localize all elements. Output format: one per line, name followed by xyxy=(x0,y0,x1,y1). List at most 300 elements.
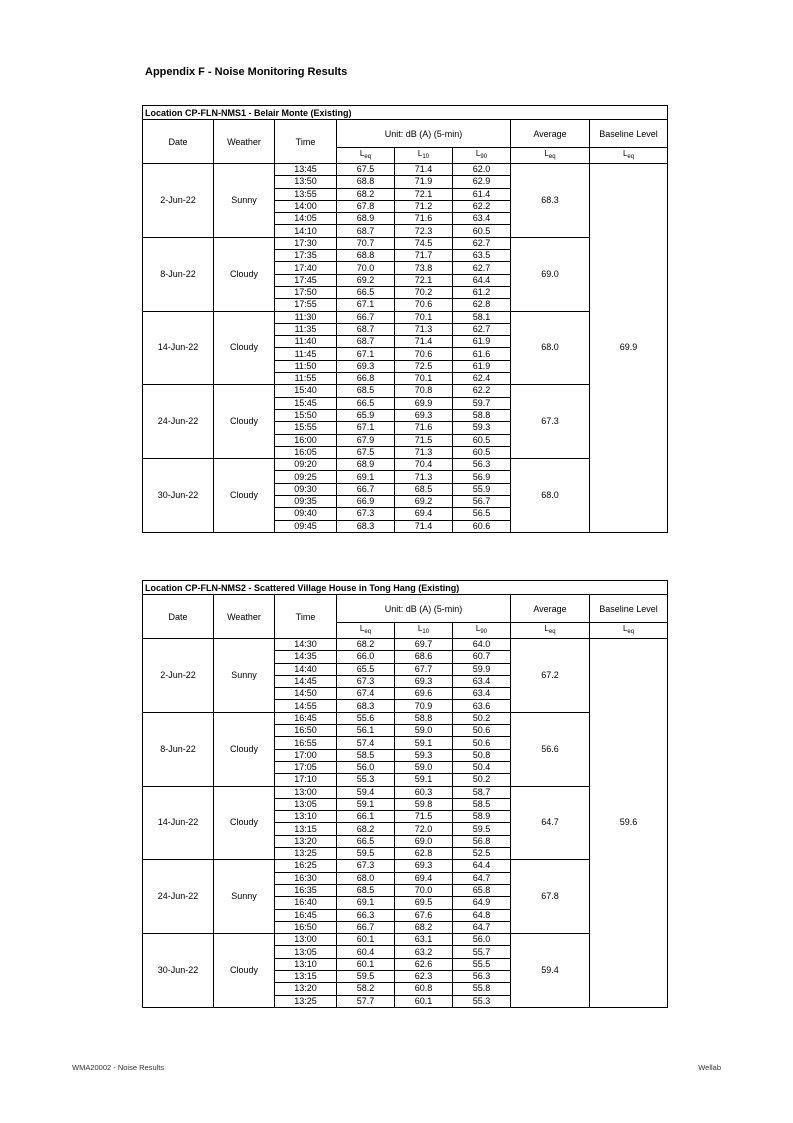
l-subscript: eq xyxy=(548,629,556,635)
l-symbol: L xyxy=(359,624,365,633)
time-cell: 16:40 xyxy=(275,897,337,909)
time-cell: 16:50 xyxy=(275,725,337,737)
time-cell: 14:40 xyxy=(275,663,337,675)
leq-cell: 67.9 xyxy=(337,434,395,446)
l-subscript: eq xyxy=(627,154,635,160)
leq-cell: 67.3 xyxy=(337,675,395,687)
time-cell: 13:50 xyxy=(275,176,337,188)
time-cell: 14:00 xyxy=(275,200,337,212)
leq-cell: 65.5 xyxy=(337,663,395,675)
leq-cell: 68.9 xyxy=(337,213,395,225)
l90-cell: 60.7 xyxy=(453,651,511,663)
noise-table xyxy=(142,580,668,1008)
time-cell: 13:05 xyxy=(275,946,337,958)
leq-cell: 56.0 xyxy=(337,761,395,773)
leq-cell: 69.3 xyxy=(337,360,395,372)
date-cell: 24-Jun-22 xyxy=(143,860,214,934)
l90-cell: 55.7 xyxy=(453,946,511,958)
l90-cell: 61.4 xyxy=(453,188,511,200)
l10-cell: 70.6 xyxy=(395,299,453,311)
date-cell: 14-Jun-22 xyxy=(143,311,214,385)
l90-cell: 59.5 xyxy=(453,823,511,835)
l90-cell: 64.0 xyxy=(453,639,511,651)
subheader-baseline-leq xyxy=(590,623,668,639)
l90-cell: 64.4 xyxy=(453,860,511,872)
time-cell: 13:05 xyxy=(275,798,337,810)
time-cell: 16:45 xyxy=(275,909,337,921)
time-cell: 09:25 xyxy=(275,471,337,483)
l90-cell: 62.2 xyxy=(453,385,511,397)
leq-cell: 66.8 xyxy=(337,373,395,385)
leq-cell: 68.3 xyxy=(337,520,395,532)
l90-cell: 63.4 xyxy=(453,213,511,225)
leq-cell: 67.8 xyxy=(337,200,395,212)
weather-cell: Sunny xyxy=(214,860,275,934)
time-cell: 16:05 xyxy=(275,446,337,458)
l-subscript: eq xyxy=(364,629,372,635)
l90-cell: 61.6 xyxy=(453,348,511,360)
l10-cell: 69.3 xyxy=(395,860,453,872)
leq-cell: 58.2 xyxy=(337,983,395,995)
leq-cell: 68.8 xyxy=(337,176,395,188)
time-cell: 09:45 xyxy=(275,520,337,532)
table-row xyxy=(143,712,668,724)
l10-cell: 70.1 xyxy=(395,311,453,323)
subheader-leq xyxy=(337,623,395,639)
l10-cell: 69.4 xyxy=(395,872,453,884)
time-cell: 17:30 xyxy=(275,237,337,249)
col-header-time: Time xyxy=(275,595,337,639)
l10-cell: 70.8 xyxy=(395,385,453,397)
l90-cell: 60.5 xyxy=(453,434,511,446)
leq-cell: 59.1 xyxy=(337,798,395,810)
subheader-leq xyxy=(337,148,395,164)
time-cell: 14:35 xyxy=(275,651,337,663)
weather-cell: Cloudy xyxy=(214,385,275,459)
l90-cell: 61.9 xyxy=(453,360,511,372)
subheader-l10 xyxy=(395,623,453,639)
leq-cell: 58.5 xyxy=(337,749,395,761)
time-cell: 17:10 xyxy=(275,774,337,786)
leq-cell: 67.1 xyxy=(337,422,395,434)
average-cell: 64.7 xyxy=(511,786,590,860)
l10-cell: 71.4 xyxy=(395,520,453,532)
l90-cell: 58.7 xyxy=(453,786,511,798)
time-cell: 14:05 xyxy=(275,213,337,225)
leq-cell: 68.7 xyxy=(337,225,395,237)
l90-cell: 63.4 xyxy=(453,688,511,700)
date-cell: 24-Jun-22 xyxy=(143,385,214,459)
l-symbol: L xyxy=(475,149,481,158)
l90-cell: 50.2 xyxy=(453,712,511,724)
l90-cell: 64.8 xyxy=(453,909,511,921)
subheader-average-leq xyxy=(511,623,590,639)
l-symbol: L xyxy=(544,149,549,158)
l90-cell: 58.9 xyxy=(453,811,511,823)
leq-cell: 66.5 xyxy=(337,835,395,847)
footer-company: Wellab xyxy=(698,1063,721,1072)
time-cell: 11:40 xyxy=(275,336,337,348)
l10-cell: 59.0 xyxy=(395,725,453,737)
l10-cell: 60.1 xyxy=(395,995,453,1007)
l90-cell: 52.5 xyxy=(453,848,511,860)
l10-cell: 68.2 xyxy=(395,921,453,933)
l10-cell: 69.7 xyxy=(395,639,453,651)
leq-cell: 55.6 xyxy=(337,712,395,724)
time-cell: 11:35 xyxy=(275,323,337,335)
l10-cell: 70.9 xyxy=(395,700,453,712)
subheader-l90 xyxy=(453,623,511,639)
l10-cell: 62.6 xyxy=(395,958,453,970)
col-header-weather: Weather xyxy=(214,595,275,639)
l10-cell: 71.2 xyxy=(395,200,453,212)
time-cell: 16:35 xyxy=(275,884,337,896)
l90-cell: 50.6 xyxy=(453,737,511,749)
leq-cell: 67.3 xyxy=(337,508,395,520)
l-symbol: L xyxy=(544,624,549,633)
l10-cell: 72.1 xyxy=(395,188,453,200)
leq-cell: 70.0 xyxy=(337,262,395,274)
l90-cell: 56.0 xyxy=(453,934,511,946)
l90-cell: 62.7 xyxy=(453,237,511,249)
col-header-baseline: Baseline Level xyxy=(590,120,668,148)
l10-cell: 71.7 xyxy=(395,250,453,262)
date-cell: 30-Jun-22 xyxy=(143,934,214,1008)
time-cell: 11:55 xyxy=(275,373,337,385)
l10-cell: 71.3 xyxy=(395,323,453,335)
l10-cell: 71.6 xyxy=(395,213,453,225)
l90-cell: 58.5 xyxy=(453,798,511,810)
l90-cell: 58.8 xyxy=(453,409,511,421)
weather-cell: Sunny xyxy=(214,639,275,713)
leq-cell: 68.5 xyxy=(337,385,395,397)
date-cell: 30-Jun-22 xyxy=(143,459,214,533)
leq-cell: 67.4 xyxy=(337,688,395,700)
date-cell: 8-Jun-22 xyxy=(143,237,214,311)
date-cell: 2-Jun-22 xyxy=(143,164,214,238)
l10-cell: 72.5 xyxy=(395,360,453,372)
l10-cell: 69.0 xyxy=(395,835,453,847)
time-cell: 11:50 xyxy=(275,360,337,372)
table-row xyxy=(143,164,668,176)
leq-cell: 68.9 xyxy=(337,459,395,471)
l-subscript: eq xyxy=(364,154,372,160)
l-symbol: L xyxy=(359,149,365,158)
leq-cell: 67.3 xyxy=(337,860,395,872)
l90-cell: 61.2 xyxy=(453,286,511,298)
leq-cell: 66.7 xyxy=(337,921,395,933)
time-cell: 17:45 xyxy=(275,274,337,286)
leq-cell: 60.1 xyxy=(337,934,395,946)
l10-cell: 71.4 xyxy=(395,164,453,176)
l-subscript: eq xyxy=(627,629,635,635)
leq-cell: 66.9 xyxy=(337,496,395,508)
time-cell: 17:35 xyxy=(275,250,337,262)
leq-cell: 57.7 xyxy=(337,995,395,1007)
subheader-baseline-leq xyxy=(590,148,668,164)
l-subscript: 10 xyxy=(422,154,430,160)
l90-cell: 58.1 xyxy=(453,311,511,323)
l90-cell: 56.3 xyxy=(453,459,511,471)
table-row xyxy=(143,786,668,798)
l10-cell: 72.3 xyxy=(395,225,453,237)
location-title: Location CP-FLN-NMS2 - Scattered Village House in Tong Hang (Existing) xyxy=(143,581,668,595)
time-cell: 16:30 xyxy=(275,872,337,884)
l10-cell: 70.0 xyxy=(395,884,453,896)
l-symbol: L xyxy=(417,624,423,633)
l10-cell: 71.6 xyxy=(395,422,453,434)
leq-cell: 59.5 xyxy=(337,971,395,983)
baseline-cell: 69.9 xyxy=(590,164,668,533)
leq-cell: 59.5 xyxy=(337,848,395,860)
time-cell: 13:25 xyxy=(275,995,337,1007)
l10-cell: 58.8 xyxy=(395,712,453,724)
time-cell: 16:25 xyxy=(275,860,337,872)
leq-cell: 66.1 xyxy=(337,811,395,823)
time-cell: 17:40 xyxy=(275,262,337,274)
leq-cell: 70.7 xyxy=(337,237,395,249)
l90-cell: 62.0 xyxy=(453,164,511,176)
leq-cell: 69.2 xyxy=(337,274,395,286)
leq-cell: 66.7 xyxy=(337,483,395,495)
time-cell: 13:25 xyxy=(275,848,337,860)
time-cell: 15:40 xyxy=(275,385,337,397)
leq-cell: 60.4 xyxy=(337,946,395,958)
date-cell: 14-Jun-22 xyxy=(143,786,214,860)
weather-cell: Cloudy xyxy=(214,459,275,533)
date-cell: 8-Jun-22 xyxy=(143,712,214,786)
leq-cell: 66.5 xyxy=(337,397,395,409)
time-cell: 09:40 xyxy=(275,508,337,520)
weather-cell: Cloudy xyxy=(214,237,275,311)
time-cell: 15:55 xyxy=(275,422,337,434)
l90-cell: 50.4 xyxy=(453,761,511,773)
time-cell: 14:50 xyxy=(275,688,337,700)
time-cell: 14:45 xyxy=(275,675,337,687)
col-header-unit: Unit: dB (A) (5-min) xyxy=(337,120,511,148)
l90-cell: 56.3 xyxy=(453,971,511,983)
l10-cell: 71.3 xyxy=(395,471,453,483)
leq-cell: 68.7 xyxy=(337,323,395,335)
leq-cell: 68.2 xyxy=(337,188,395,200)
time-cell: 11:30 xyxy=(275,311,337,323)
l10-cell: 70.1 xyxy=(395,373,453,385)
col-header-time: Time xyxy=(275,120,337,164)
leq-cell: 68.8 xyxy=(337,250,395,262)
l10-cell: 74.5 xyxy=(395,237,453,249)
l-subscript: 10 xyxy=(422,629,430,635)
l10-cell: 69.3 xyxy=(395,675,453,687)
l90-cell: 62.7 xyxy=(453,323,511,335)
col-header-unit: Unit: dB (A) (5-min) xyxy=(337,595,511,623)
l10-cell: 70.6 xyxy=(395,348,453,360)
time-cell: 09:20 xyxy=(275,459,337,471)
time-cell: 17:00 xyxy=(275,749,337,761)
l10-cell: 59.1 xyxy=(395,737,453,749)
leq-cell: 69.1 xyxy=(337,471,395,483)
table-row xyxy=(143,385,668,397)
subheader-average-leq xyxy=(511,148,590,164)
average-cell: 59.4 xyxy=(511,934,590,1008)
l10-cell: 62.8 xyxy=(395,848,453,860)
leq-cell: 66.0 xyxy=(337,651,395,663)
l10-cell: 71.3 xyxy=(395,446,453,458)
col-header-date: Date xyxy=(143,595,214,639)
time-cell: 14:30 xyxy=(275,639,337,651)
l10-cell: 60.8 xyxy=(395,983,453,995)
l10-cell: 68.6 xyxy=(395,651,453,663)
average-cell: 56.6 xyxy=(511,712,590,786)
l90-cell: 50.8 xyxy=(453,749,511,761)
average-cell: 68.3 xyxy=(511,164,590,238)
subheader-l10 xyxy=(395,148,453,164)
col-header-baseline: Baseline Level xyxy=(590,595,668,623)
leq-cell: 68.2 xyxy=(337,823,395,835)
weather-cell: Sunny xyxy=(214,164,275,238)
weather-cell: Cloudy xyxy=(214,712,275,786)
table-row xyxy=(143,639,668,651)
l90-cell: 59.3 xyxy=(453,422,511,434)
l90-cell: 50.2 xyxy=(453,774,511,786)
leq-cell: 56.1 xyxy=(337,725,395,737)
time-cell: 13:15 xyxy=(275,971,337,983)
time-cell: 14:10 xyxy=(275,225,337,237)
l90-cell: 56.9 xyxy=(453,471,511,483)
l10-cell: 71.5 xyxy=(395,434,453,446)
leq-cell: 67.5 xyxy=(337,164,395,176)
l10-cell: 60.3 xyxy=(395,786,453,798)
noise-table xyxy=(142,105,668,533)
time-cell: 17:05 xyxy=(275,761,337,773)
l-subscript: eq xyxy=(548,154,556,160)
l90-cell: 56.7 xyxy=(453,496,511,508)
location-title: Location CP-FLN-NMS1 - Belair Monte (Existing) xyxy=(143,106,668,120)
l-symbol: L xyxy=(622,624,628,633)
l10-cell: 71.9 xyxy=(395,176,453,188)
l10-cell: 69.3 xyxy=(395,409,453,421)
l10-cell: 68.5 xyxy=(395,483,453,495)
col-header-weather: Weather xyxy=(214,120,275,164)
time-cell: 16:55 xyxy=(275,737,337,749)
l90-cell: 55.3 xyxy=(453,995,511,1007)
leq-cell: 57.4 xyxy=(337,737,395,749)
l90-cell: 64.7 xyxy=(453,921,511,933)
l10-cell: 69.9 xyxy=(395,397,453,409)
time-cell: 17:50 xyxy=(275,286,337,298)
footer-doc-ref: WMA20002 - Noise Results xyxy=(72,1063,165,1072)
weather-cell: Cloudy xyxy=(214,786,275,860)
time-cell: 13:00 xyxy=(275,786,337,798)
l90-cell: 61.9 xyxy=(453,336,511,348)
l10-cell: 69.4 xyxy=(395,508,453,520)
l90-cell: 50.6 xyxy=(453,725,511,737)
time-cell: 13:15 xyxy=(275,823,337,835)
l10-cell: 72.0 xyxy=(395,823,453,835)
time-cell: 13:10 xyxy=(275,958,337,970)
average-cell: 67.8 xyxy=(511,860,590,934)
table-row xyxy=(143,459,668,471)
weather-cell: Cloudy xyxy=(214,311,275,385)
l90-cell: 63.5 xyxy=(453,250,511,262)
l10-cell: 69.6 xyxy=(395,688,453,700)
leq-cell: 67.1 xyxy=(337,348,395,360)
leq-cell: 68.7 xyxy=(337,336,395,348)
l90-cell: 64.9 xyxy=(453,897,511,909)
leq-cell: 67.1 xyxy=(337,299,395,311)
l10-cell: 63.2 xyxy=(395,946,453,958)
l90-cell: 64.7 xyxy=(453,872,511,884)
time-cell: 11:45 xyxy=(275,348,337,360)
time-cell: 16:50 xyxy=(275,921,337,933)
page-title: Appendix F - Noise Monitoring Results xyxy=(145,66,348,78)
time-cell: 13:20 xyxy=(275,983,337,995)
l90-cell: 62.8 xyxy=(453,299,511,311)
l-symbol: L xyxy=(475,624,481,633)
l10-cell: 59.0 xyxy=(395,761,453,773)
weather-cell: Cloudy xyxy=(214,934,275,1008)
l90-cell: 59.7 xyxy=(453,397,511,409)
time-cell: 09:35 xyxy=(275,496,337,508)
noise-table-nms1 xyxy=(142,105,662,533)
l10-cell: 69.2 xyxy=(395,496,453,508)
time-cell: 15:50 xyxy=(275,409,337,421)
leq-cell: 66.7 xyxy=(337,311,395,323)
l90-cell: 56.5 xyxy=(453,508,511,520)
l90-cell: 62.9 xyxy=(453,176,511,188)
l90-cell: 55.9 xyxy=(453,483,511,495)
l10-cell: 70.2 xyxy=(395,286,453,298)
l90-cell: 55.8 xyxy=(453,983,511,995)
leq-cell: 68.5 xyxy=(337,884,395,896)
l90-cell: 60.6 xyxy=(453,520,511,532)
noise-table-nms2 xyxy=(142,580,662,1008)
l90-cell: 55.5 xyxy=(453,958,511,970)
l10-cell: 70.4 xyxy=(395,459,453,471)
average-cell: 67.3 xyxy=(511,385,590,459)
leq-cell: 68.3 xyxy=(337,700,395,712)
leq-cell: 66.3 xyxy=(337,909,395,921)
l90-cell: 59.9 xyxy=(453,663,511,675)
time-cell: 16:00 xyxy=(275,434,337,446)
time-cell: 13:10 xyxy=(275,811,337,823)
l90-cell: 60.5 xyxy=(453,446,511,458)
table-row xyxy=(143,934,668,946)
average-cell: 67.2 xyxy=(511,639,590,713)
l90-cell: 64.4 xyxy=(453,274,511,286)
average-cell: 68.0 xyxy=(511,311,590,385)
l-symbol: L xyxy=(417,149,423,158)
l90-cell: 63.4 xyxy=(453,675,511,687)
time-cell: 15:45 xyxy=(275,397,337,409)
l10-cell: 71.4 xyxy=(395,336,453,348)
l10-cell: 72.1 xyxy=(395,274,453,286)
date-cell: 2-Jun-22 xyxy=(143,639,214,713)
time-cell: 16:45 xyxy=(275,712,337,724)
leq-cell: 68.0 xyxy=(337,872,395,884)
l-symbol: L xyxy=(622,149,628,158)
col-header-average: Average xyxy=(511,595,590,623)
leq-cell: 68.2 xyxy=(337,639,395,651)
time-cell: 13:45 xyxy=(275,164,337,176)
l90-cell: 62.2 xyxy=(453,200,511,212)
time-cell: 13:55 xyxy=(275,188,337,200)
table-row xyxy=(143,237,668,249)
leq-cell: 60.1 xyxy=(337,958,395,970)
l90-cell: 60.5 xyxy=(453,225,511,237)
l90-cell: 62.7 xyxy=(453,262,511,274)
table-row xyxy=(143,311,668,323)
baseline-cell: 59.6 xyxy=(590,639,668,1008)
